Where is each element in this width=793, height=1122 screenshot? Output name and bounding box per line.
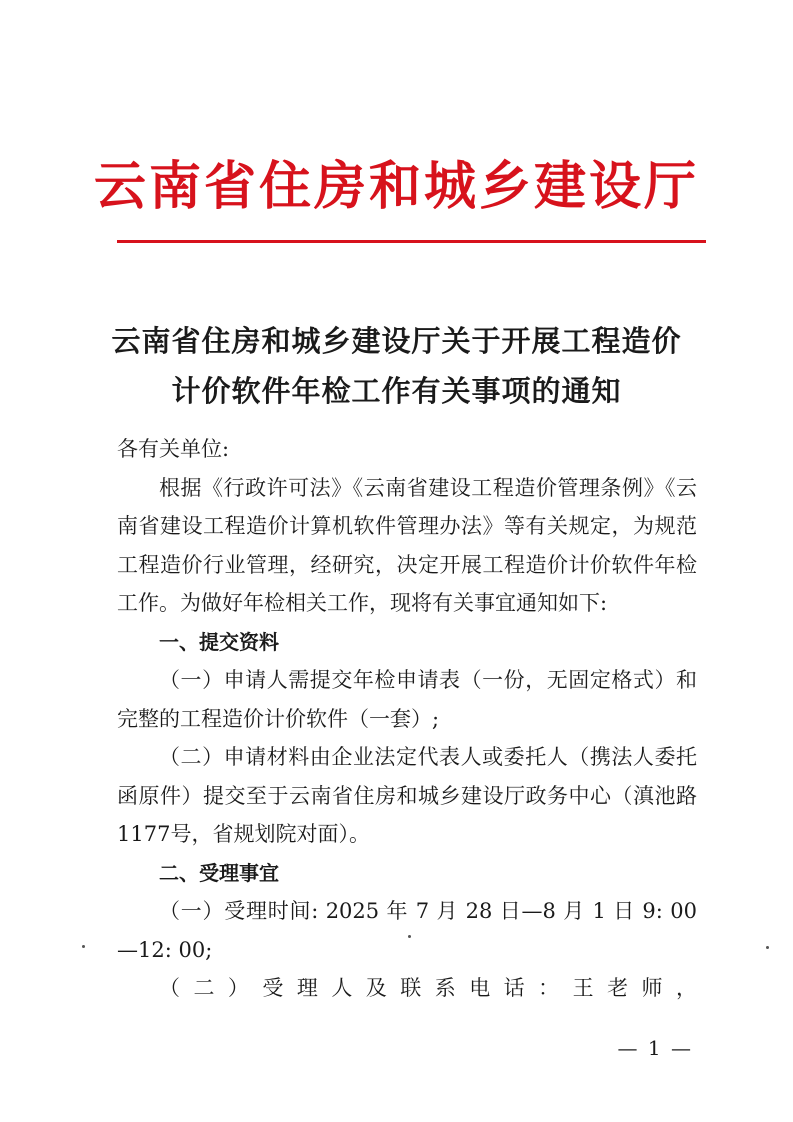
scan-speck: [408, 935, 411, 938]
title-line-1: 云南省住房和城乡建设厅关于开展工程造价: [111, 324, 682, 358]
section-2-item-1: （一）受理时间: 2025 年 7 月 28 日—8 月 1 日 9: 00—12: 00;: [117, 899, 697, 962]
document-title: [60, 316, 733, 416]
title-line-2: 计价软件年检工作有关事项的通知: [171, 374, 622, 408]
document-body: [117, 430, 697, 1008]
scan-speck: [766, 946, 769, 949]
section-2-item-2: （二）受理人及联系电话：王老师，: [159, 976, 697, 1000]
agency-header: 云南省住房和城乡建设厅: [93, 156, 699, 217]
scan-speck: [82, 945, 85, 948]
section-2-heading: 二、受理事宜: [159, 860, 279, 885]
page-number: — 1 —: [617, 1036, 693, 1060]
intro-paragraph: 根据《行政许可法》《云南省建设工程造价管理条例》《云南省建设工程造价计算机软件管理办法》等有关规定，为规范工程造价行业管理，经研究，决定开展工程造价计价软件年检工作。为做好年检相关工作，现将有关事宜通知如下:: [117, 475, 697, 615]
red-divider: [117, 240, 706, 243]
salutation: 各有关单位:: [117, 437, 230, 461]
section-1-item-1: （一）申请人需提交年检申请表（一份，无固定格式）和完整的工程造价计价软件（一套）;: [117, 668, 697, 731]
section-1-item-2: （二）申请材料由企业法定代表人或委托人（携法人委托函原件）提交至于云南省住房和城乡建设厅政务中心（滇池路1177号，省规划院对面）。: [117, 745, 697, 846]
section-1-heading: 一、提交资料: [159, 629, 279, 654]
